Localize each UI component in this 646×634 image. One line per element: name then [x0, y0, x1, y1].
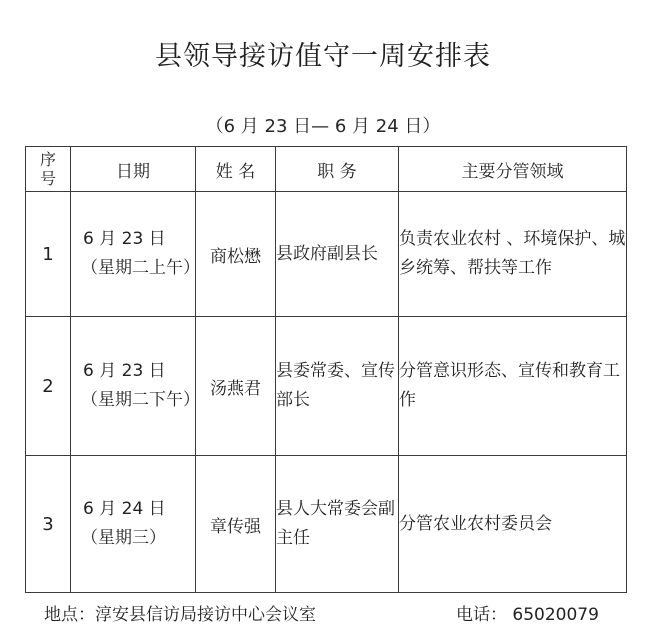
row-date-period: （星期二下午）	[81, 390, 200, 410]
schedule-table	[25, 146, 627, 593]
header-date: 日期	[71, 147, 196, 192]
row-date-day: 6 月 24 日	[83, 499, 166, 519]
footer-location: 地点：淳安县信访局接访中心会议室	[44, 605, 316, 625]
row-name: 汤燕君	[196, 317, 276, 456]
row-name: 商松懋	[196, 192, 276, 317]
row-date	[71, 317, 200, 456]
row-date-day: 6 月 23 日	[83, 229, 166, 249]
row-seq: 2	[26, 317, 71, 456]
header-seq-line1: 序	[39, 150, 56, 169]
row-name: 章传强	[196, 456, 276, 593]
header-seq-line2: 号	[39, 169, 56, 188]
row-post: 县委常委、宣传部长	[276, 317, 399, 456]
row-date-period: （星期三）	[81, 528, 166, 548]
header-name: 姓 名	[196, 147, 276, 192]
row-area: 负责农业农村 、环境保护、城乡统筹、帮扶等工作	[399, 192, 627, 317]
table-row	[26, 192, 627, 317]
table-row	[26, 456, 627, 593]
header-area: 主要分管领域	[399, 147, 627, 192]
header-post: 职 务	[276, 147, 399, 192]
row-date	[71, 192, 200, 317]
row-seq: 3	[26, 456, 71, 593]
row-date-period: （星期二上午）	[81, 258, 200, 278]
date-range: （6 月 23 日— 6 月 24 日）	[205, 116, 441, 137]
header-seq	[26, 147, 71, 192]
footer-phone: 电话： 65020079	[456, 605, 599, 625]
table-header-row	[26, 147, 627, 192]
row-post: 县政府副县长	[276, 192, 399, 317]
table-row	[26, 317, 627, 456]
row-date	[71, 456, 196, 593]
row-date-day: 6 月 23 日	[83, 361, 166, 381]
page-title: 县领导接访值守一周安排表	[155, 41, 491, 72]
row-post: 县人大常委会副主任	[276, 456, 399, 593]
row-area: 分管农业农村委员会	[399, 456, 627, 593]
row-seq: 1	[26, 192, 71, 317]
row-area: 分管意识形态、宣传和教育工作	[399, 317, 627, 456]
